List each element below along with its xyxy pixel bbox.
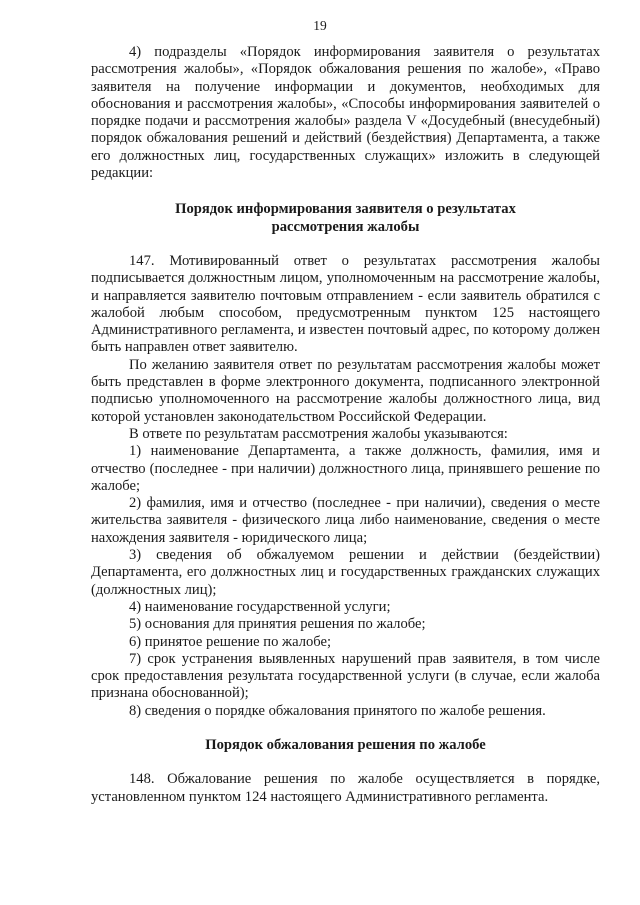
paragraph: 147. Мотивированный ответ о результатах рассмотрения жалобы подписывается должностным лицом, уполномоченным на рассмотрение жалобы, и направляется заявителю почтовым отправлением - если заявитель обратился с жалобой любым способом, предусмотренным пунктом 125 настоящего Административного регламента, и известен почтовый адрес, по которому должен быть направлен ответ заявителю. [91, 252, 600, 356]
page-number: 19 [313, 18, 327, 33]
section-heading-line: рассмотрения жалобы [271, 218, 420, 235]
list-item: 8) сведения о порядке обжалования принятого по жалобе решения. [129, 702, 546, 719]
paragraph: 148. Обжалование решения по жалобе осуществляется в порядке, установленном пунктом 124 настоящего Административного регламента. [91, 771, 600, 805]
document-body [91, 44, 600, 806]
intro-paragraph: 4) подразделы «Порядок информирования заявителя о результатах рассмотрения жалобы», «Порядок обжалования решения по жалобе», «Право заявителя на получение информации и документов, необходимых для обоснования и рассмотрения жалобы», «Способы информирования заявителей о порядке подачи и рассмотрения жалобы» раздела V «Досудебный (внесудебный) порядок обжалования решений и действий (бездействия) Департамента, а также его должностных лиц, государственных служащих» изложить в следующей редакции: [91, 44, 600, 182]
section-heading-line: Порядок информирования заявителя о результатах [175, 201, 516, 218]
list-item: 5) основания для принятия решения по жалобе; [129, 616, 426, 633]
section-heading-appeal: Порядок обжалования решения по жалобе [205, 736, 486, 753]
list-item: 6) принятое решение по жалобе; [129, 633, 332, 650]
section-heading-informing [91, 201, 600, 236]
paragraph: В ответе по результатам рассмотрения жалобы указываются: [129, 425, 508, 442]
list-item: 7) срок устранения выявленных нарушений прав заявителя, в том числе срок предоставления результата государственной услуги (в случае, если жалоба признана обоснованной); [91, 650, 600, 702]
list-item: 1) наименование Департамента, а также должность, фамилия, имя и отчество (последнее - при наличии) должностного лица, принявшего решение по жалобе; [91, 443, 600, 494]
spacer [91, 236, 600, 253]
list-item: 4) наименование государственной услуги; [129, 598, 391, 615]
paragraph: По желанию заявителя ответ по результатам рассмотрения жалобы может быть представлен в форме электронного документа, подписанного электронной подписью уполномоченного на рассмотрение жалобы должностного лица, вид которой установлен законодательством Российской Федерации. [91, 356, 600, 425]
list-item: 2) фамилия, имя и отчество (последнее - при наличии), сведения о месте жительства заявителя - физического лица либо наименование, сведения о месте нахождения заявителя - юридического лица; [91, 495, 600, 546]
list-item: 3) сведения об обжалуемом решении и действии (бездействии) Департамента, его должностных лиц и государственных гражданских служащих (должностных лиц); [91, 547, 600, 598]
